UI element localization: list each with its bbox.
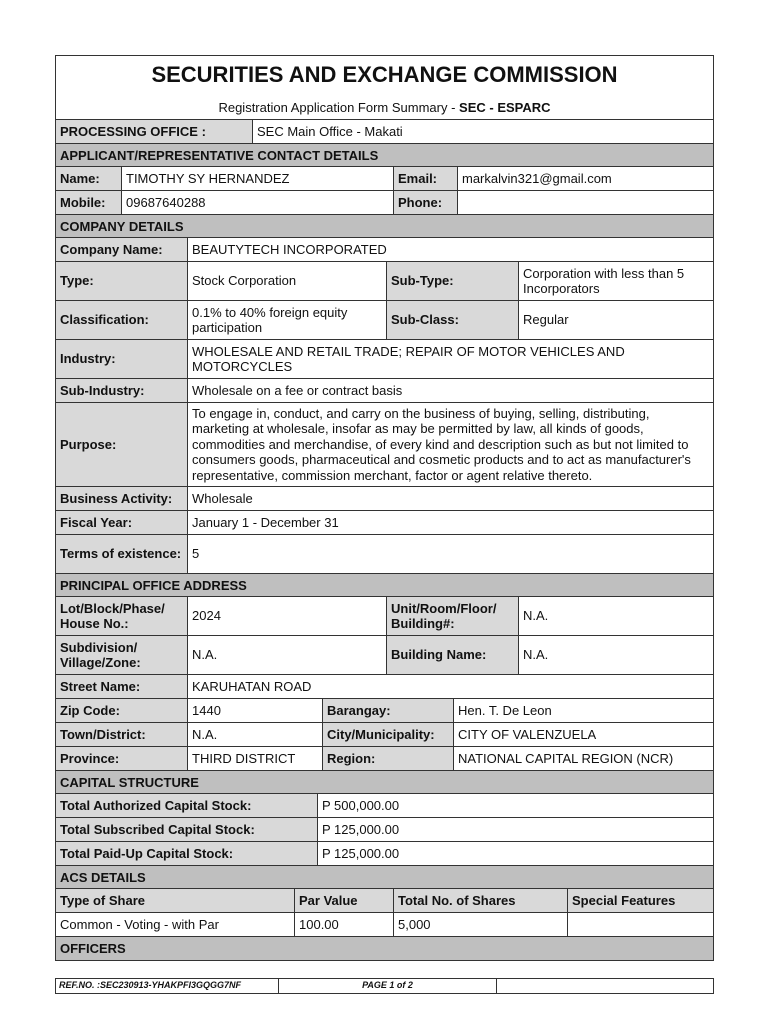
officers-section-header: OFFICERS (56, 937, 713, 960)
page-footer (55, 978, 714, 994)
authorized-label: Total Authorized Capital Stock: (56, 794, 318, 817)
purpose-row (56, 403, 713, 487)
terms-row (56, 535, 713, 574)
capital-section-header: CAPITAL STRUCTURE (56, 771, 713, 794)
lot-value: 2024 (188, 597, 387, 635)
town-value: N.A. (188, 723, 323, 746)
acs-header-row (56, 889, 713, 913)
town-row (56, 723, 713, 747)
city-label: City/Municipality: (323, 723, 454, 746)
subdivision-label: Subdivision/ Village/Zone: (56, 636, 188, 674)
terms-label: Terms of existence: (56, 535, 188, 573)
company-name-label: Company Name: (56, 238, 188, 261)
acs-header-type: Type of Share (56, 889, 295, 912)
zip-value: 1440 (188, 699, 323, 722)
footer-blank (497, 979, 713, 993)
acs-par-value: 100.00 (295, 913, 394, 936)
fiscal-year-row (56, 511, 713, 535)
terms-value: 5 (192, 546, 200, 562)
contact-section-header: APPLICANT/REPRESENTATIVE CONTACT DETAILS (56, 144, 713, 167)
building-label: Building Name: (387, 636, 519, 674)
paidup-label: Total Paid-Up Capital Stock: (56, 842, 318, 865)
type-label: Type: (56, 262, 188, 300)
subtype-label: Sub-Type: (387, 262, 519, 300)
subscribed-label: Total Subscribed Capital Stock: (56, 818, 318, 841)
street-row (56, 675, 713, 699)
mobile-label: Mobile: (56, 191, 122, 214)
street-value: KARUHATAN ROAD (192, 678, 312, 694)
paidup-row (56, 842, 713, 866)
classification-label: Classification: (56, 301, 188, 339)
processing-office-row (56, 120, 713, 144)
paidup-value: P 125,000.00 (322, 845, 400, 861)
name-label: Name: (56, 167, 122, 190)
business-activity-label: Business Activity: (56, 487, 188, 510)
industry-value: WHOLESALE AND RETAIL TRADE; REPAIR OF MOTOR VEHICLES AND MOTORCYCLES (192, 343, 625, 374)
zip-label: Zip Code: (56, 699, 188, 722)
subdivision-row (56, 636, 713, 675)
fiscal-year-value: January 1 - December 31 (192, 514, 339, 530)
town-label: Town/District: (56, 723, 188, 746)
mobile-value: 09687640288 (122, 191, 394, 214)
unit-value: N.A. (523, 608, 549, 624)
province-value: THIRD DISTRICT (188, 747, 323, 770)
type-value: Stock Corporation (188, 262, 387, 300)
subscribed-row (56, 818, 713, 842)
subclass-label: Sub-Class: (387, 301, 519, 339)
industry-label: Industry: (56, 340, 188, 378)
acs-shares-value: 5,000 (394, 913, 568, 936)
region-label: Region: (323, 747, 454, 770)
lot-row (56, 597, 713, 636)
purpose-value: To engage in, conduct, and carry on the business of buying, selling, distributing, marketing at wholesale, insofar as may be permitted by law, all kinds of goods, commodities and merchandise, of every kind and description such as but not limited to consumers goods, pharmaceutical and cosmetic products and to act as manufacturer's representative, commission merchant, factor or agent relative thereto. (192, 405, 691, 483)
contact-name-row (56, 167, 713, 191)
email-value: markalvin321@gmail.com (462, 170, 612, 186)
unit-label: Unit/Room/Floor/ Building#: (387, 597, 519, 635)
name-value: TIMOTHY SY HERNANDEZ (122, 167, 394, 190)
subscribed-value: P 125,000.00 (322, 821, 400, 837)
zip-row (56, 699, 713, 723)
acs-type-value: Common - Voting - with Par (56, 913, 295, 936)
company-section-header: COMPANY DETAILS (56, 215, 713, 238)
form-header (56, 56, 713, 120)
lot-label: Lot/Block/Phase/ House No.: (56, 597, 188, 635)
acs-header-features: Special Features (568, 889, 713, 912)
subclass-value: Regular (523, 312, 569, 328)
phone-value (458, 191, 713, 214)
region-value: NATIONAL CAPITAL REGION (NCR) (458, 750, 674, 766)
contact-mobile-row (56, 191, 713, 215)
province-label: Province: (56, 747, 188, 770)
street-label: Street Name: (56, 675, 188, 698)
subindustry-value: Wholesale on a fee or contract basis (192, 382, 403, 398)
industry-row (56, 340, 713, 379)
company-name-row (56, 238, 713, 262)
barangay-value: Hen. T. De Leon (458, 702, 552, 718)
email-label: Email: (394, 167, 458, 190)
address-section-header: PRINCIPAL OFFICE ADDRESS (56, 574, 713, 597)
acs-header-par: Par Value (295, 889, 394, 912)
form-title: SECURITIES AND EXCHANGE COMMISSION (151, 62, 618, 87)
city-value: CITY OF VALENZUELA (458, 726, 597, 742)
business-activity-value: Wholesale (192, 490, 253, 506)
registration-form (55, 55, 714, 961)
subtype-value: Corporation with less than 5 Incorporators (523, 265, 685, 296)
subindustry-row (56, 379, 713, 403)
building-value: N.A. (523, 647, 549, 663)
business-activity-row (56, 487, 713, 511)
province-row (56, 747, 713, 771)
reference-number: REF.NO. :SEC230913-YHAKPFI3GQGG7NF (56, 979, 279, 993)
processing-office-value: SEC Main Office - Makati (257, 123, 403, 139)
phone-label: Phone: (394, 191, 458, 214)
purpose-label: Purpose: (56, 403, 188, 486)
form-subtitle: Registration Application Form Summary - SEC - ESPARC (218, 100, 551, 115)
fiscal-year-label: Fiscal Year: (56, 511, 188, 534)
processing-office-label: PROCESSING OFFICE : (56, 120, 253, 143)
subindustry-label: Sub-Industry: (56, 379, 188, 402)
barangay-label: Barangay: (323, 699, 454, 722)
acs-header-shares: Total No. of Shares (394, 889, 568, 912)
acs-features-value (568, 913, 713, 936)
page-number: PAGE 1 of 2 (279, 979, 497, 993)
authorized-row (56, 794, 713, 818)
authorized-value: P 500,000.00 (322, 797, 400, 813)
acs-section-header: ACS DETAILS (56, 866, 713, 889)
classification-row (56, 301, 713, 340)
classification-value: 0.1% to 40% foreign equity participation (188, 301, 387, 339)
subdivision-value: N.A. (188, 636, 387, 674)
company-name-value: BEAUTYTECH INCORPORATED (192, 241, 387, 257)
acs-data-row (56, 913, 713, 937)
company-type-row (56, 262, 713, 301)
